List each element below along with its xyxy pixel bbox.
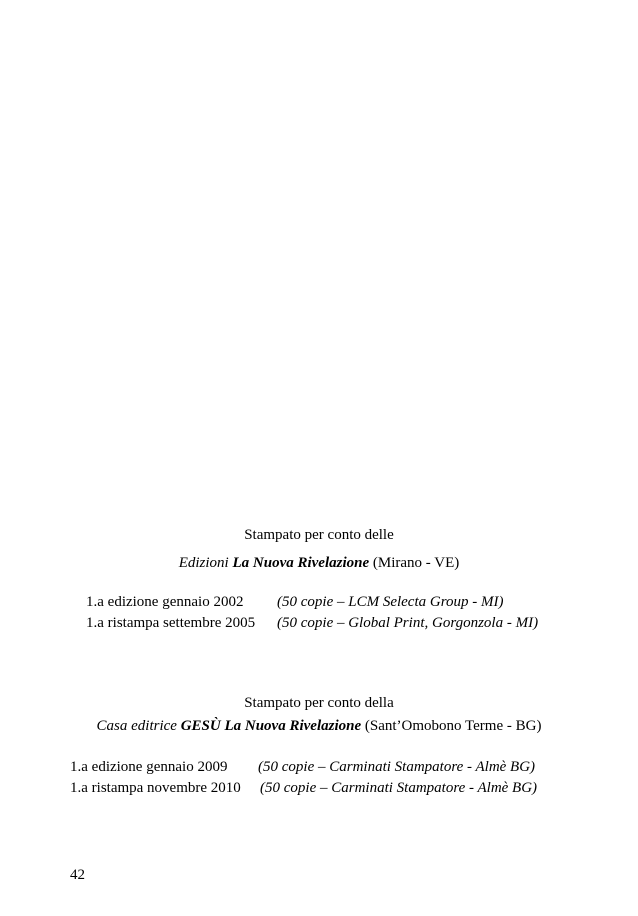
edition-note: (50 copie – Carminati Stampatore - Almè BG) xyxy=(258,759,536,775)
publisher-name: La Nuova Rivelazione xyxy=(232,555,370,571)
edition-label: 1.a ristampa settembre 2005 xyxy=(86,615,256,631)
publisher-place: (Sant’Omobono Terme - BG) xyxy=(364,718,542,734)
colophon-2-heading: Stampato per conto della xyxy=(244,695,394,711)
edition-label: 1.a edizione gennaio 2009 xyxy=(70,759,228,775)
edition-label: 1.a edizione gennaio 2002 xyxy=(86,594,244,610)
publisher-name: GESÙ La Nuova Rivelazione xyxy=(180,718,362,734)
edition-label: 1.a ristampa novembre 2010 xyxy=(70,780,241,796)
colophon-1-heading: Stampato per conto delle xyxy=(244,527,394,543)
page-number: 42 xyxy=(70,867,85,883)
edition-note: (50 copie – Carminati Stampatore - Almè BG) xyxy=(260,780,538,796)
publisher-prefix: Edizioni xyxy=(178,555,229,571)
edition-note: (50 copie – LCM Selecta Group - MI) xyxy=(277,594,504,610)
publisher-prefix: Casa editrice xyxy=(96,718,177,734)
colophon-2-publisher xyxy=(0,717,638,735)
publisher-place: (Mirano - VE) xyxy=(372,555,460,571)
edition-note: (50 copie – Global Print, Gorgonzola - MI) xyxy=(277,615,539,631)
colophon-1-publisher xyxy=(0,554,638,572)
